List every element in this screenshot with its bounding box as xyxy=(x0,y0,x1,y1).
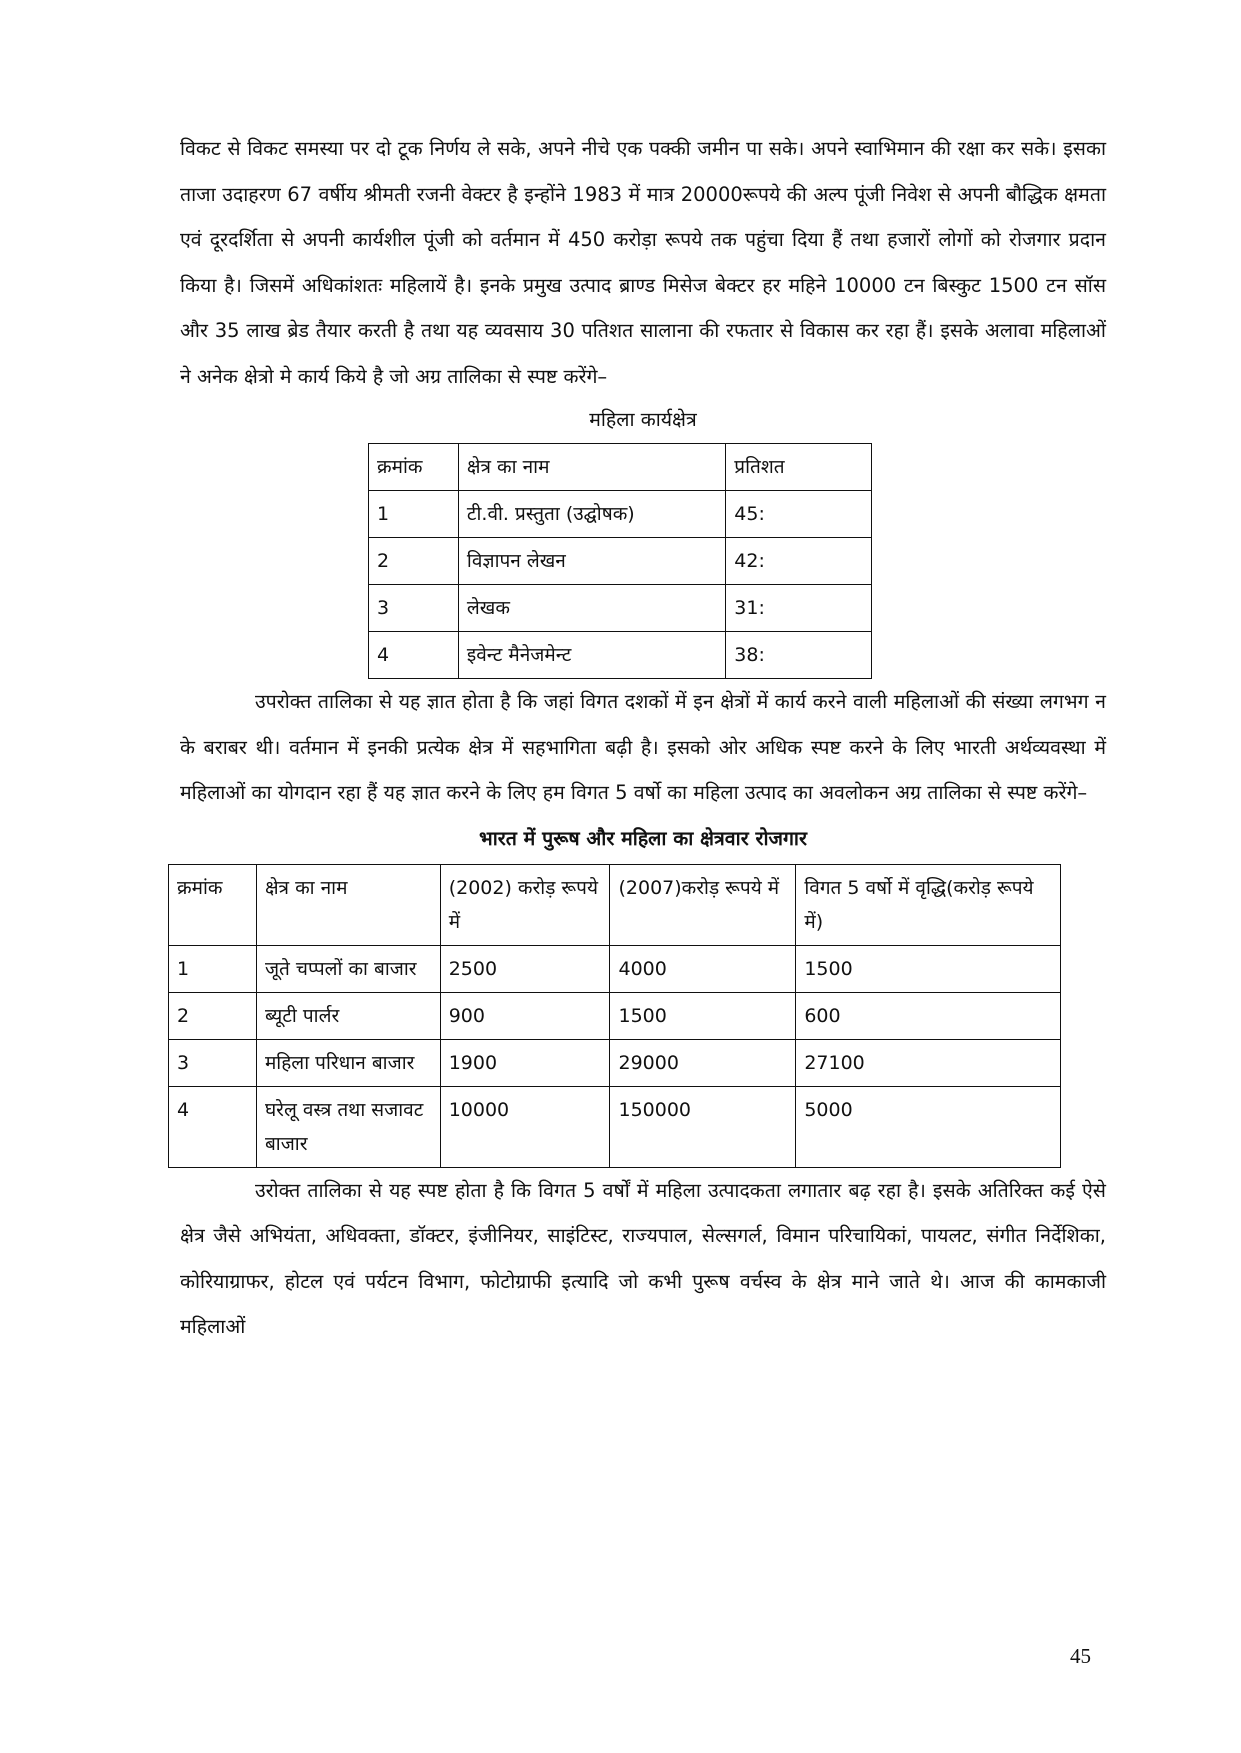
table2-caption: भारत में पुरूष और महिला का क्षेत्रवार रोजगार xyxy=(479,826,807,850)
paragraph-analysis: उपरोक्त तालिका से यह ज्ञात होता है कि जहां विगत दशकों में इन क्षेत्रों में कार्य करने वाली महिलाओं की संख्या लगभग न के बराबर थी। वर्तमान में इनकी प्रत्येक क्षेत्र में सहभागिता बढ़ी है। इसको ओर अधिक स्पष्ट करने के लिए भारती अर्थव्यवस्था में महिलाओं का योगदान रहा हैं यह ज्ञात करने के लिए हम विगत 5 वर्षो का महिला उत्पाद का अवलोकन अग्र तालिका से स्पष्ट करेंगे– xyxy=(180,690,1106,804)
table-header-cell: (2007)करोड़ रूपये में xyxy=(610,864,796,945)
table-cell: 2 xyxy=(369,538,459,585)
table-row xyxy=(369,585,872,632)
table-cell: 150000 xyxy=(610,1086,796,1167)
table-cell: 3 xyxy=(369,585,459,632)
page-number: 45 xyxy=(1070,1644,1091,1668)
table-row xyxy=(169,1039,1061,1086)
table-cell: 1 xyxy=(369,491,459,538)
table-header-cell: क्रमांक xyxy=(369,444,459,491)
table-cell: 600 xyxy=(796,992,1061,1039)
sector-employment-table xyxy=(168,864,1061,1168)
table-cell: घरेलू वस्त्र तथा सजावट बाजार xyxy=(256,1086,440,1167)
page-content xyxy=(177,126,1106,1350)
table-cell: 45: xyxy=(726,491,872,538)
table-cell: 5000 xyxy=(796,1086,1061,1167)
table-header-cell: क्रमांक xyxy=(169,864,257,945)
table-cell: 27100 xyxy=(796,1039,1061,1086)
table-cell: टी.वी. प्रस्तुता (उद्घोषक) xyxy=(458,491,725,538)
table-cell: 1500 xyxy=(610,992,796,1039)
table-cell: 4 xyxy=(369,632,459,679)
table-row xyxy=(369,491,872,538)
table-header-cell: (2002) करोड़ रूपये में xyxy=(440,864,610,945)
table-header-cell: विगत 5 वर्षो में वृद्धि(करोड़ रूपये में) xyxy=(796,864,1061,945)
table-cell: 4000 xyxy=(610,945,796,992)
table-cell: 1900 xyxy=(440,1039,610,1086)
table-cell: 38: xyxy=(726,632,872,679)
table-header-row xyxy=(369,444,872,491)
table-cell: 4 xyxy=(169,1086,257,1167)
table-cell: 31: xyxy=(726,585,872,632)
table-cell: ब्यूटी पार्लर xyxy=(256,992,440,1039)
table1-caption: महिला कार्यक्षेत्र xyxy=(589,408,697,431)
paragraph-intro: विकट से विकट समस्या पर दो टूक निर्णय ले सके, अपने नीचे एक पक्की जमीन पा सके। अपने स्वाभिमान की रक्षा कर सके। इसका ताजा उदाहरण 67 वर्षीय श्रीमती रजनी वेक्टर है इन्होंने 1983 में मात्र 20000रूपये की अल्प पूंजी निवेश से अपनी बौद्धिक क्षमता एवं दूरदर्शिता से अपनी कार्यशील पूंजी को वर्तमान में 450 करोड़ा रूपये तक पहुंचा दिया हैं तथा हजारों लोगों को रोजगार प्रदान किया है। जिसमें अधिकांशतः महिलायें है। इनके प्रमुख उत्पाद ब्राण्ड मिसेज बेक्टर हर महिने 10000 टन बिस्कुट 1500 टन सॉस और 35 लाख ब्रेड तैयार करती है तथा यह व्यवसाय 30 पतिशत सालाना की रफतार से विकास कर रहा हैं। इसके अलावा महिलाओं ने अनेक क्षेत्रो मे कार्य किये है जो अग्र तालिका से स्पष्ट करेंगे– xyxy=(180,137,1106,388)
table-header-cell: प्रतिशत xyxy=(726,444,872,491)
table-cell: 10000 xyxy=(440,1086,610,1167)
table-cell: लेखक xyxy=(458,585,725,632)
table-cell: 2 xyxy=(169,992,257,1039)
table-cell: 29000 xyxy=(610,1039,796,1086)
table-cell: इवेन्ट मैनेजमेन्ट xyxy=(458,632,725,679)
paragraph-conclusion: उरोक्त तालिका से यह स्पष्ट होता है कि विगत 5 वर्षों में महिला उत्पादकता लगातार बढ़ रहा है। इसके अतिरिक्त कई ऐसे क्षेत्र जैसे अभियंता, अधिवक्ता, डॉक्टर, इंजीनियर, साइंटिस्ट, राज्यपाल, सेल्सगर्ल, विमान परिचायिकां, पायलट, संगीत निर्देशिका, कोरियाग्राफर, होटल एवं पर्यटन विभाग, फोटोग्राफी इत्यादि जो कभी पुरूष वर्चस्व के क्षेत्र माने जाते थे। आज की कामकाजी महिलाओं xyxy=(180,1178,1106,1338)
table-header-cell: क्षेत्र का नाम xyxy=(256,864,440,945)
table-cell: 3 xyxy=(169,1039,257,1086)
table-row xyxy=(369,632,872,679)
table-cell: 42: xyxy=(726,538,872,585)
table-cell: 1 xyxy=(169,945,257,992)
table-row xyxy=(169,945,1061,992)
table-row xyxy=(169,1086,1061,1167)
table-cell: 1500 xyxy=(796,945,1061,992)
table-row xyxy=(169,992,1061,1039)
table-cell: 2500 xyxy=(440,945,610,992)
table-row xyxy=(369,538,872,585)
women-work-areas-table xyxy=(368,443,872,679)
table-header-row xyxy=(169,864,1061,945)
table-header-cell: क्षेत्र का नाम xyxy=(458,444,725,491)
table-cell: जूते चप्पलों का बाजार xyxy=(256,945,440,992)
table-cell: महिला परिधान बाजार xyxy=(256,1039,440,1086)
table-cell: विज्ञापन लेखन xyxy=(458,538,725,585)
table-cell: 900 xyxy=(440,992,610,1039)
